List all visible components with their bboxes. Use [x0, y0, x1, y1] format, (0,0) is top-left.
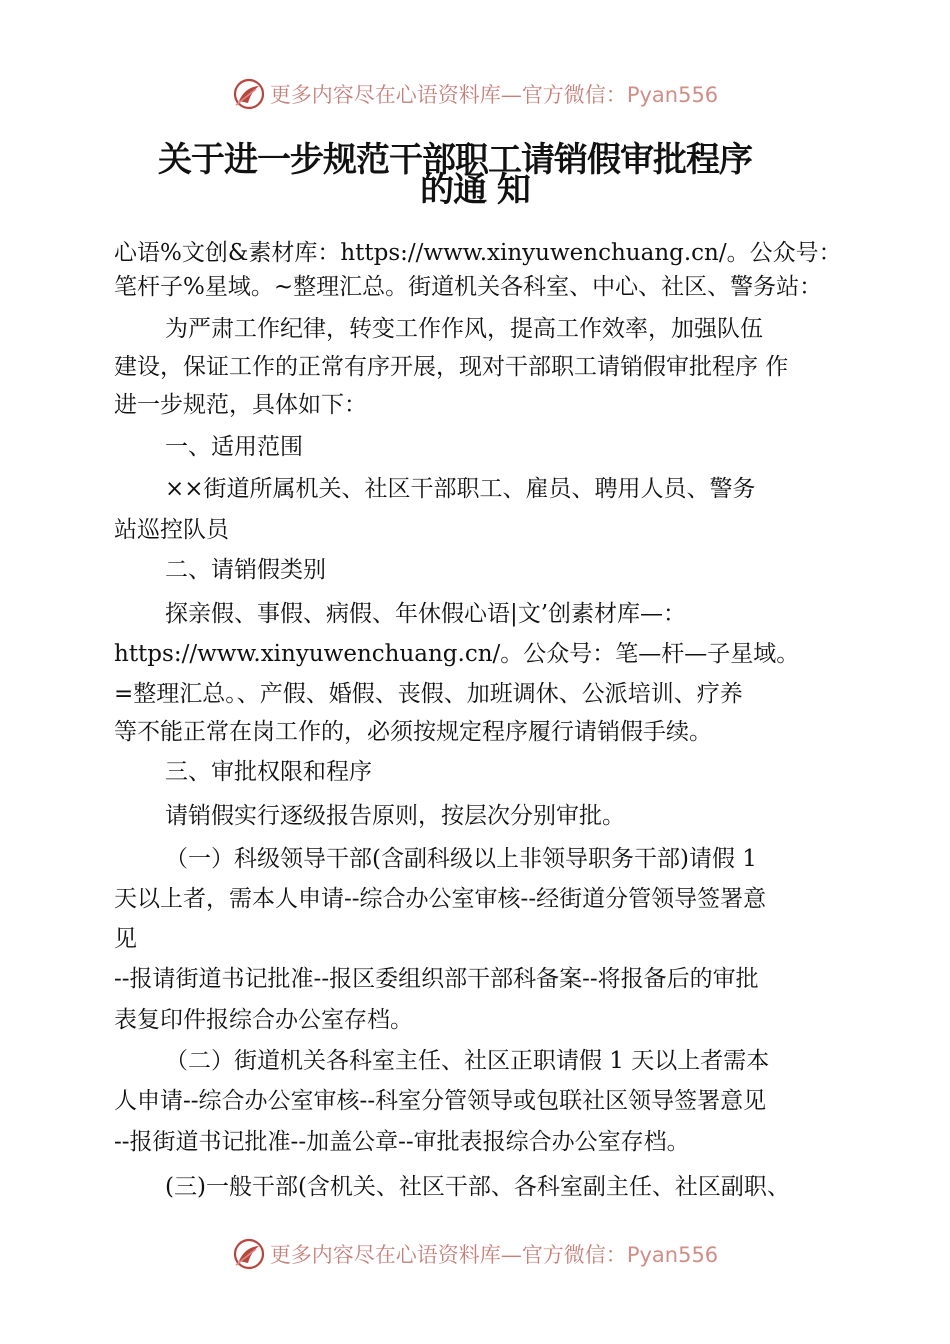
watermark-logo-icon	[232, 1237, 266, 1271]
body-line: 建设，保证工作的正常有序开展，现对干部职工请销假审批程序 作	[114, 354, 789, 380]
section-heading: 一、适用范围	[165, 434, 303, 460]
body-line: 请销假实行逐级报告原则，按层次分别审批。	[165, 803, 625, 829]
watermark-text-bottom: 更多内容尽在心语资料库—官方微信：Pyan556	[269, 1243, 719, 1267]
body-line: 心语%文创&素材库：https://www.xinyuwenchuang.cn/。公众号：	[114, 240, 842, 266]
document-title-line-1: 关于进一步规范干部职工请销假审批程序	[158, 140, 752, 180]
body-line: 为严肃工作纪律，转变工作作风，提高工作效率，加强队伍	[165, 316, 763, 342]
body-line: --报街道书记批准--加盖公章--审批表报综合办公室存档。	[114, 1129, 690, 1155]
body-line: （一）科级领导干部(含副科级以上非领导职务干部)请假 1	[165, 846, 757, 872]
watermark-banner-bottom	[0, 1234, 950, 1274]
body-line: 人申请--综合办公室审核--科室分管领导或包联社区领导签署意见	[114, 1088, 767, 1114]
body-line: 等不能正常在岗工作的，必须按规定程序履行请销假手续。	[114, 719, 712, 745]
body-line: 进一步规范，具体如下：	[114, 392, 367, 418]
body-line: =整理汇总。、产假、婚假、丧假、加班调休、公派培训、疗养	[114, 681, 743, 707]
watermark-banner-top	[0, 74, 950, 114]
body-line: （二）街道机关各科室主任、社区正职请假 1 天以上者需本	[165, 1048, 770, 1074]
body-line: 笔杆子%星域。~整理汇总。街道机关各科室、中心、社区、警务站：	[114, 274, 823, 300]
body-line: 天以上者，需本人申请--综合办公室审核--经街道分管领导签署意	[114, 886, 767, 912]
body-line: 探亲假、事假、病假、年休假心语|文’创素材库—：	[165, 601, 687, 627]
body-line: 表复印件报综合办公室存档。	[114, 1007, 413, 1033]
document-title-line-2: 的通 知	[420, 170, 530, 210]
watermark-logo-icon	[232, 77, 266, 111]
body-line: 站巡控队员	[114, 517, 229, 543]
body-line: --报请街道书记批准--报区委组织部干部科备案--将报备后的审批	[114, 966, 759, 992]
body-line: (三)一般干部(含机关、社区干部、各科室副主任、社区副职、	[165, 1174, 790, 1200]
watermark-text-top: 更多内容尽在心语资料库—官方微信：Pyan556	[269, 83, 719, 107]
section-heading: 三、审批权限和程序	[165, 759, 372, 785]
section-heading: 二、请销假类别	[165, 557, 326, 583]
body-line: ××街道所属机关、社区干部职工、雇员、聘用人员、警务	[165, 476, 756, 502]
body-line: https://www.xinyuwenchuang.cn/。公众号：笔—杆—子星域。	[114, 641, 800, 667]
body-line: 见	[114, 926, 137, 952]
